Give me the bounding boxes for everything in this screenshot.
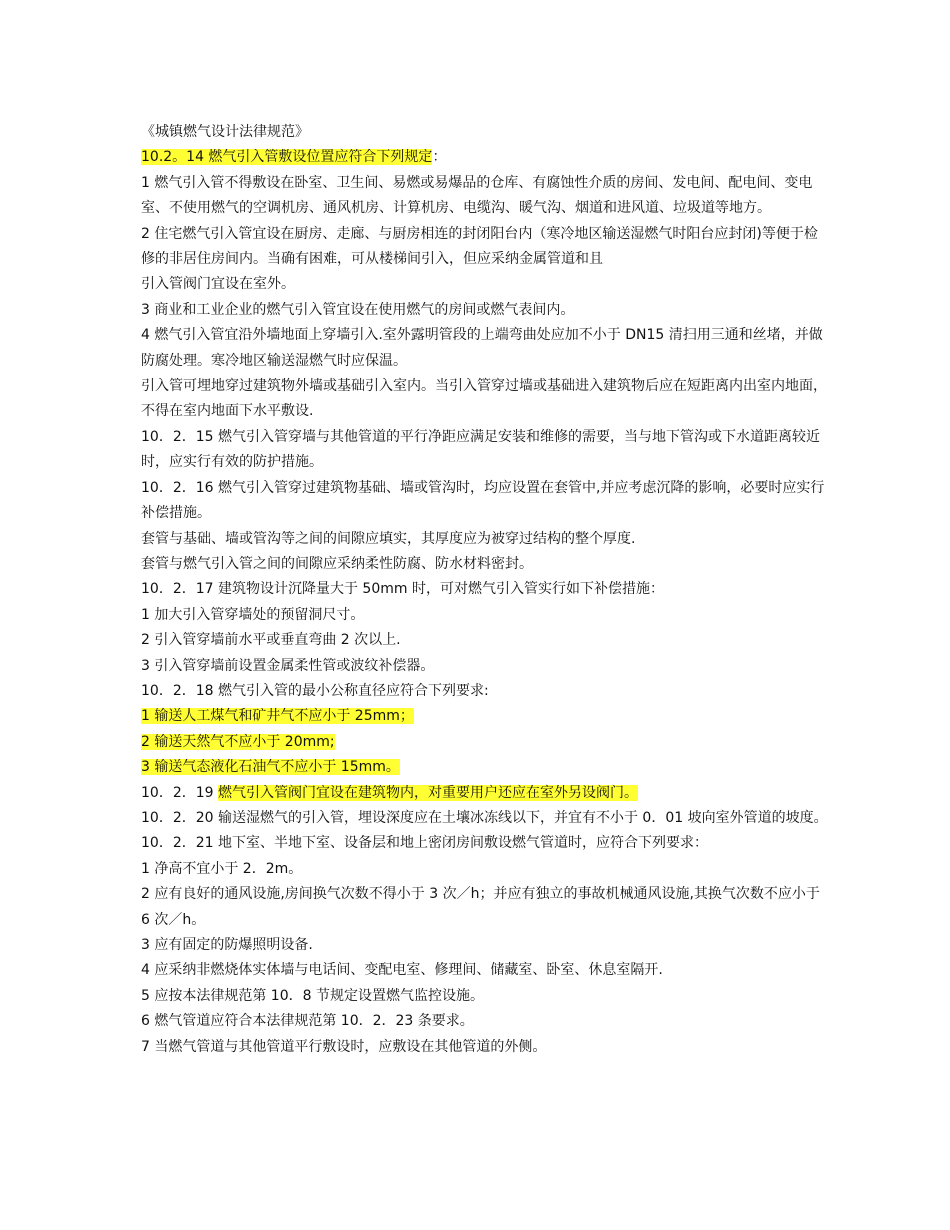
section-number: 10．2．19 xyxy=(141,784,218,801)
section-10-2-18: 10．2．18 燃气引入管的最小公称直径应符合下列要求: xyxy=(141,682,489,699)
clause-21-3: 3 应有固定的防爆照明设备. xyxy=(141,937,313,953)
clause-21-7: 7 当燃气管道与其他管道平行敷设时，应敷设在其他管道的外侧。 xyxy=(141,1038,547,1055)
clause-2-continuation: 引入管阀门宜设在室外。 xyxy=(141,276,295,293)
clause-17-3: 3 引入管穿墙前设置金属柔性管或波纹补偿器。 xyxy=(141,657,435,674)
document-title: 《城镇燃气设计法律规范》 xyxy=(141,124,309,140)
highlighted-text: 2 输送天然气不应小于 20mm; xyxy=(141,733,335,750)
section-10-2-16: 10．2．16 燃气引入管穿过建筑物基础、墙或管沟时，均应设置在套管中,并应考虑沉降的影响，必要时应实行补偿措施。 xyxy=(141,479,825,522)
heading-suffix: ： xyxy=(432,149,447,166)
clause-sleeve-foundation-gap: 套管与基础、墙或管沟等之间的间隙应填实，其厚度应为被穿过结构的整个厚度. xyxy=(141,530,636,547)
clause-sleeve-pipe-gap: 套管与燃气引入管之间的间隙应采纳柔性防腐、防水材料密封。 xyxy=(141,555,533,572)
section-10-2-19 xyxy=(141,781,831,806)
section-10-2-15: 10．2．15 燃气引入管穿墙与其他管道的平行净距应满足安装和维修的需要，当与地下管沟或下水道距离较近时，应实行有效的防护措施。 xyxy=(141,428,820,471)
clause-17-1: 1 加大引入管穿墙处的预留洞尺寸。 xyxy=(141,606,365,623)
section-heading-10-2-14 xyxy=(141,145,831,170)
document-body xyxy=(141,120,831,1060)
clause-4-wall-entry: 4 燃气引入管宜沿外墙地面上穿墙引入.室外露明管段的上端弯曲处应加不小于 DN15 清扫用三通和丝堵，并做防腐处理。寒冷地区输送湿燃气时应保温。 xyxy=(141,327,823,369)
clause-21-5: 5 应按本法律规范第 10．8 节规定设置燃气监控设施。 xyxy=(141,987,484,1004)
highlighted-text: 燃气引入管阀门宜设在建筑物内，对重要用户还应在室外另设阀门。 xyxy=(218,784,638,801)
clause-17-2: 2 引入管穿墙前水平或垂直弯曲 2 次以上. xyxy=(141,632,401,649)
highlighted-text: 10.2。14 燃气引入管敷设位置应符合下列规定 xyxy=(141,149,433,166)
clause-21-6: 6 燃气管道应符合本法律规范第 10．2．23 条要求。 xyxy=(141,1013,474,1030)
clause-21-2: 2 应有良好的通风设施,房间换气次数不得小于 3 次／h；并应有独立的事故机械通风设施,其换气次数不应小于 6 次／h。 xyxy=(141,886,820,928)
section-10-2-21: 10．2．21 地下室、半地下室、设备层和地上密闭房间敷设燃气管道时，应符合下列要求： xyxy=(141,835,708,852)
section-10-2-17: 10．2．17 建筑物设计沉降量大于 50mm 时，可对燃气引入管实行如下补偿措施： xyxy=(141,581,664,598)
clause-18-1-highlighted xyxy=(141,704,831,729)
clause-21-4: 4 应采纳非燃烧体实体墙与电话间、变配电室、修理间、储藏室、卧室、休息室隔开. xyxy=(141,962,663,979)
clause-18-3-highlighted xyxy=(141,755,831,780)
clause-2-residential-entry: 2 住宅燃气引入管宜设在厨房、走廊、与厨房相连的封闭阳台内（寒冷地区输送湿燃气时阳台应封闭)等便于检修的非居住房间内。当确有困难，可从楼梯间引入，但应采纳金属管道和且 xyxy=(141,225,818,268)
section-10-2-20: 10．2．20 输送湿燃气的引入管，埋设深度应在土壤冰冻线以下，并宜有不小于 0．01 坡向室外管道的坡度。 xyxy=(141,809,828,826)
clause-21-1: 1 净高不宜小于 2．2m。 xyxy=(141,860,303,877)
clause-1-prohibited-locations: 1 燃气引入管不得敷设在卧室、卫生间、易燃或易爆品的仓库、有腐蚀性介质的房间、发电间、配电间、变电室、不使用燃气的空调机房、通风机房、计算机房、电缆沟、暖气沟、烟道和进风道、垃圾道等地方。 xyxy=(141,174,813,217)
clause-buried-entry: 引入管可埋地穿过建筑物外墙或基础引入室内。当引入管穿过墙或基础进入建筑物后应在短距离内出室内地面，不得在室内地面下水平敷设. xyxy=(141,378,827,420)
clause-18-2-highlighted xyxy=(141,730,831,755)
clause-3-commercial-entry: 3 商业和工业企业的燃气引入管宜设在使用燃气的房间或燃气表间内。 xyxy=(141,301,575,318)
highlighted-text: 3 输送气态液化石油气不应小于 15mm。 xyxy=(141,759,400,776)
highlighted-text: 1 输送人工煤气和矿井气不应小于 25mm； xyxy=(141,708,414,725)
